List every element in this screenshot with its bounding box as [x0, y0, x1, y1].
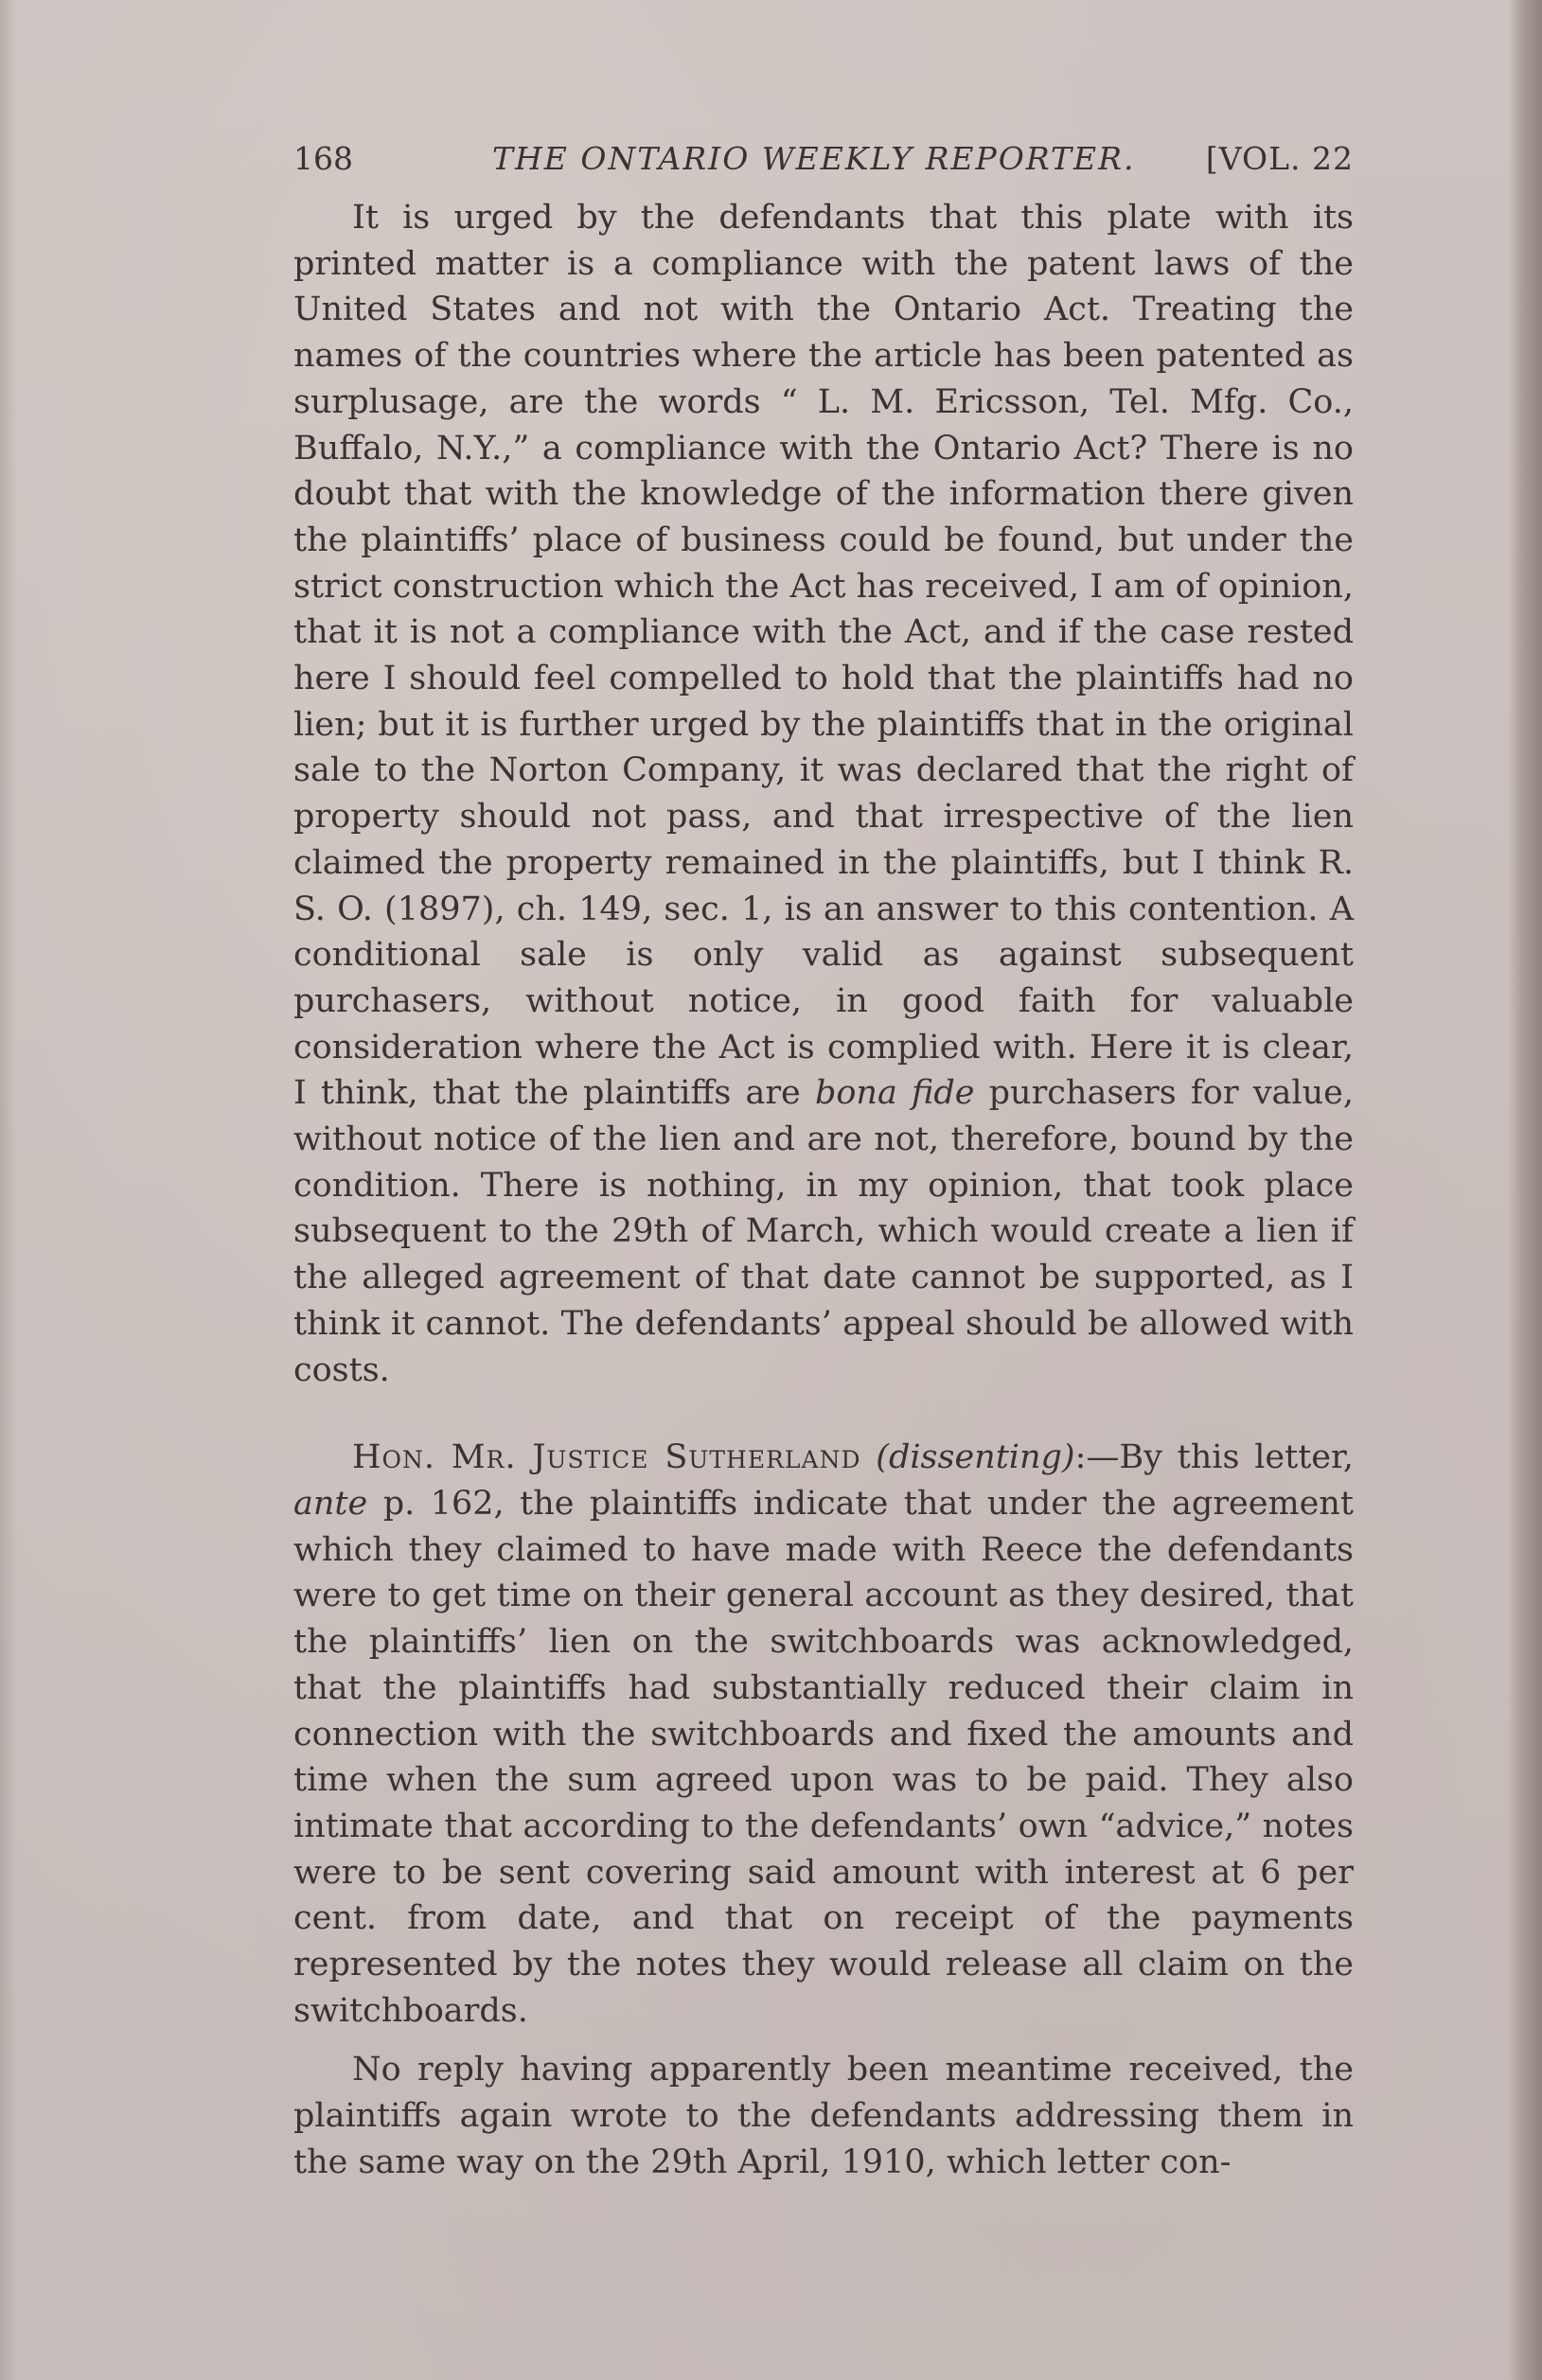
- page-edge: [1508, 0, 1542, 2380]
- paragraph-1-text-after: purchasers for value, without notice of the lien and are not, therefore, bound by the condition. There is nothing, in my opinion, that took place subsequent to the 29th of March, which would create a lien if the alleged agreement of that date cannot be supported, as I think it cannot. The defendants’ appeal should be allowed with costs.: [293, 1074, 1354, 1389]
- journal-title: THE ONTARIO WEEKLY REPORTER.: [492, 140, 1136, 177]
- paragraph-1: [293, 195, 1354, 1393]
- paragraph-1-text: It is urged by the defendants that this plate with its printed matter is a compliance with the patent laws of the United States and not with the Ontario Act. Treating the names of the countries where the article has been patented as surplusage, are the words “ L. M. Ericsson, Tel. Mfg. Co., Buffalo, N.Y.,” a compliance with the Ontario Act? There is no doubt that with the knowledge of the information there given the plaintiffs’ place of business could be found, but under the strict construction which the Act has received, I am of opinion, that it is not a compliance with the Act, and if the case rested here I should feel compelled to hold that the plaintiffs had no lien; but it is further urged by the plaintiffs that in the original sale to the Norton Company, it was declared that the right of property should not pass, and that irrespective of the lien claimed the property remained in the plaintiffs, but I think R. S. O. (1897), ch. 149, sec. 1, is an answer to this contention. A conditional sale is only valid as against subsequent purchasers, without notice, in good faith for valuable consideration where the Act is complied with. Here it is clear, I think, that the plaintiffs are: [293, 199, 1354, 1113]
- running-head: [293, 131, 1354, 187]
- ante-reference: ante: [293, 1484, 368, 1523]
- paragraph-3: [293, 2047, 1354, 2185]
- judge-name: Hon. Mr. Justice Sutherland: [352, 1438, 861, 1477]
- page-number: 168: [293, 140, 353, 177]
- paragraph-2-text: p. 162, the plaintiffs indicate that under the agreement which they claimed to have made with Reece the defendants were to get time on their general account as they desired, that the plaintiffs’ lien on the switchboards was acknowledged, that the plaintiffs had substantially reduced their claim in connection with the switchboards and fixed the amounts and time when the sum agreed upon was to be paid. They also intimate that according to the defendants’ own “advice,” notes were to be sent covering said amount with interest at 6 per cent. from date, and that on receipt of the payments represented by the notes they would release all claim on the switchboards.: [293, 1484, 1354, 2030]
- paragraph-3-text: No reply having apparently been meantime received, the plaintiffs again wrote to the defendants addressing them in the same way on the 29th April, 1910, which letter con-: [293, 2051, 1354, 2181]
- volume-number: [VOL. 22: [1205, 140, 1354, 177]
- paragraph-2-intro: :—By this letter,: [1074, 1438, 1354, 1477]
- binding-shadow: [0, 0, 17, 2380]
- text-block: [293, 131, 1354, 2186]
- paragraph-1-italic-phrase: bona fide: [814, 1074, 975, 1113]
- dissenting-label: (dissenting): [876, 1438, 1075, 1477]
- paragraph-2: [293, 1435, 1354, 2034]
